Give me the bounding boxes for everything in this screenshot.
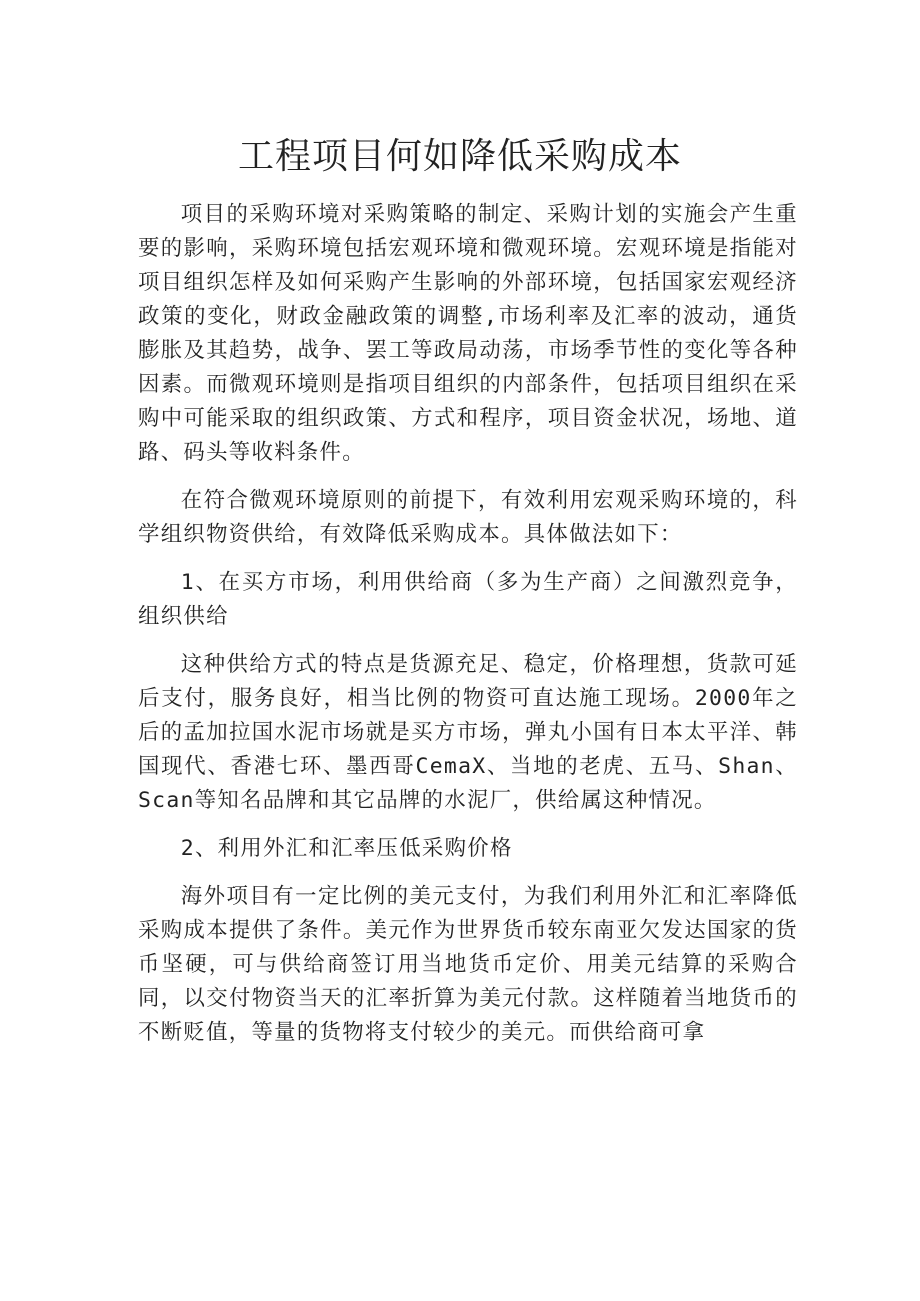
paragraph-supply-characteristics: 这种供给方式的特点是货源充足、稳定，价格理想，货款可延后支付，服务良好，相当比例的物资可直达施工现场。2000年之后的孟加拉国水泥市场就是买方市场，弹丸小国有日本太平洋、韩国现代、香港七环、墨西哥CemaX、当地的老虎、五马、Shan、Scan等知名品牌和其它品牌的水泥厂，供给属这种情况。 <box>138 652 798 813</box>
paragraph-usd-payment: 海外项目有一定比例的美元支付，为我们利用外汇和汇率降低采购成本提供了条件。美元作为世界货币较东南亚欠发达国家的货币坚硬，可与供给商签订用当地货币定价、用美元结算的采购合同，以交付物资当天的汇率折算为美元付款。这样随着当地货币的不断贬值，等量的货物将支付较少的美元。而供给商可拿 <box>138 884 798 1045</box>
paragraph-heading-buyers-market: 1、在买方市场，利用供给商（多为生产商）之间激烈竞争，组织供给 <box>138 570 798 629</box>
paragraph-heading-exchange-rate: 2、利用外汇和汇率压低采购价格 <box>180 836 513 861</box>
document-title: 工程项目何如降低采购成本 <box>237 136 682 177</box>
document-body <box>138 198 798 1064</box>
paragraph-methods-intro: 在符合微观环境原则的前提下，有效利用宏观采购环境的，科学组织物资供给，有效降低采购成本。具体做法如下： <box>138 488 798 547</box>
paragraph-procurement-environment: 项目的采购环境对采购策略的制定、采购计划的实施会产生重要的影响，采购环境包括宏观环境和微观环境。宏观环境是指能对项目组织怎样及如何采购产生影响的外部环境，包括国家宏观经济政策的变化，财政金融政策的调整,市场利率及汇率的波动，通货膨胀及其趋势，战争、罢工等政局动荡，市场季节性的变化等各种因素。而微观环境则是指项目组织的内部条件，包括项目组织在采购中可能采取的组织政策、方式和程序，项目资金状况，场地、道路、码头等收料条件。 <box>138 202 798 465</box>
